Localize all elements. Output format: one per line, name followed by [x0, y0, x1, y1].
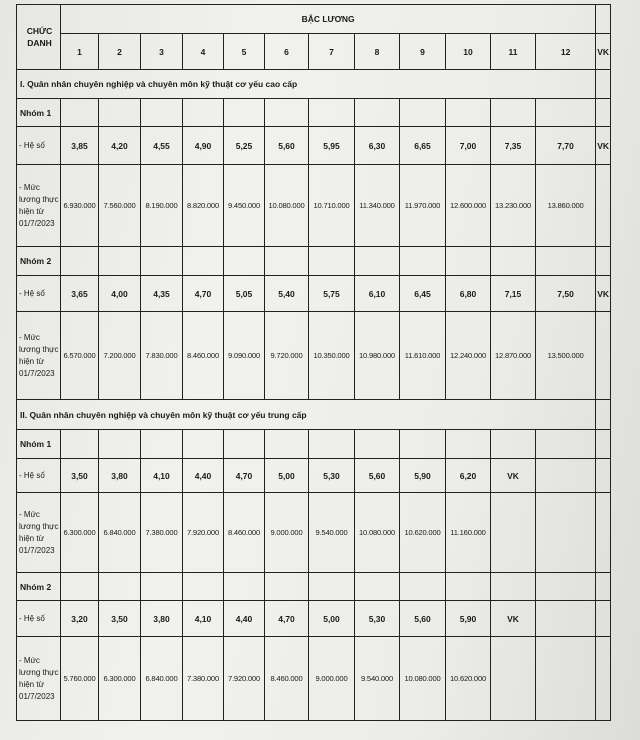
empty-cell: [183, 99, 224, 127]
salary-cell: 6.300.000: [99, 637, 141, 721]
salary-cell: 6.300.000: [61, 493, 99, 573]
empty-cell: [141, 573, 183, 601]
empty-cell: [183, 430, 224, 459]
coefficient-cell: 5,60: [400, 601, 446, 637]
level-header-5: 5: [224, 34, 265, 70]
empty-cell: [355, 99, 400, 127]
coefficient-cell: 3,80: [99, 459, 141, 493]
empty-cell: [183, 247, 224, 276]
salary-cell: [491, 637, 536, 721]
level-header-3: 3: [141, 34, 183, 70]
coefficient-cell: 6,80: [446, 276, 491, 312]
coefficient-label: - Hệ số: [17, 601, 61, 637]
coefficient-cell: 4,70: [265, 601, 309, 637]
empty-cell: [265, 430, 309, 459]
section-row: [17, 70, 611, 99]
salary-cell: 9.090.000: [224, 312, 265, 400]
salary-cell: 11.340.000: [355, 165, 400, 247]
level-header-8: 8: [355, 34, 400, 70]
coefficient-cell: [596, 459, 611, 493]
empty-cell: [61, 99, 99, 127]
salary-cell: 8.820.000: [183, 165, 224, 247]
coefficient-cell: 5,00: [265, 459, 309, 493]
empty-cell: [141, 430, 183, 459]
coefficient-cell: 6,45: [400, 276, 446, 312]
level-header-6: 6: [265, 34, 309, 70]
group-row: [17, 247, 611, 276]
salary-cell: 13.860.000: [536, 165, 596, 247]
empty-cell: [224, 247, 265, 276]
empty-cell: [596, 573, 611, 601]
section-blank-cell: [596, 70, 611, 99]
salary-cell: 6.840.000: [99, 493, 141, 573]
salary-row: [17, 637, 611, 721]
group-name: Nhóm 2: [17, 247, 61, 276]
salary-cell: 7.560.000: [99, 165, 141, 247]
coefficient-cell: 4,20: [99, 127, 141, 165]
coefficient-cell: 3,65: [61, 276, 99, 312]
salary-cell: 12.870.000: [491, 312, 536, 400]
salary-cell: 6.930.000: [61, 165, 99, 247]
coefficient-cell: 7,00: [446, 127, 491, 165]
coefficient-cell: 4,70: [224, 459, 265, 493]
coefficient-row: [17, 276, 611, 312]
coefficient-cell: 5,90: [400, 459, 446, 493]
coefficient-cell: 4,10: [183, 601, 224, 637]
header-row-levels: [17, 34, 611, 70]
header-row-1: [17, 5, 611, 34]
coefficient-cell: 4,40: [224, 601, 265, 637]
salary-cell: 8.460.000: [265, 637, 309, 721]
empty-cell: [400, 247, 446, 276]
empty-cell: [99, 247, 141, 276]
coefficient-cell: 5,05: [224, 276, 265, 312]
empty-cell: [141, 247, 183, 276]
coefficient-cell: 5,95: [309, 127, 355, 165]
coefficient-cell: 5,40: [265, 276, 309, 312]
salary-label: - Mức lương thực hiện từ 01/7/2023: [17, 312, 61, 400]
coefficient-cell: 5,00: [309, 601, 355, 637]
empty-cell: [99, 430, 141, 459]
coefficient-cell: VK: [491, 601, 536, 637]
empty-cell: [309, 573, 355, 601]
empty-cell: [536, 430, 596, 459]
salary-cell: 8.460.000: [183, 312, 224, 400]
coefficient-cell: 3,85: [61, 127, 99, 165]
level-header-2: 2: [99, 34, 141, 70]
salary-cell: [596, 637, 611, 721]
coefficient-cell: 3,80: [141, 601, 183, 637]
empty-cell: [491, 430, 536, 459]
coefficient-cell: VK: [491, 459, 536, 493]
coefficient-cell: 3,50: [99, 601, 141, 637]
salary-cell: 10.620.000: [400, 493, 446, 573]
salary-cell: 7.380.000: [183, 637, 224, 721]
empty-cell: [596, 247, 611, 276]
salary-cell: 9.540.000: [355, 637, 400, 721]
coefficient-cell: VK: [596, 276, 611, 312]
salary-label: - Mức lương thực hiện từ 01/7/2023: [17, 165, 61, 247]
coefficient-cell: 4,00: [99, 276, 141, 312]
empty-cell: [355, 430, 400, 459]
title-column-header: CHỨC DANH: [17, 5, 61, 70]
coefficient-cell: 5,60: [265, 127, 309, 165]
salary-cell: 9.000.000: [309, 637, 355, 721]
coefficient-cell: 6,30: [355, 127, 400, 165]
salary-cell: 12.600.000: [446, 165, 491, 247]
salary-row: [17, 493, 611, 573]
coefficient-cell: 4,70: [183, 276, 224, 312]
salary-cell: 12.240.000: [446, 312, 491, 400]
coefficient-cell: 4,10: [141, 459, 183, 493]
group-row: [17, 430, 611, 459]
coefficient-cell: 7,15: [491, 276, 536, 312]
salary-cell: [536, 637, 596, 721]
group-name: Nhóm 1: [17, 99, 61, 127]
group-row: [17, 573, 611, 601]
coefficient-cell: 4,35: [141, 276, 183, 312]
coefficient-cell: 6,10: [355, 276, 400, 312]
level-header-1: 1: [61, 34, 99, 70]
level-header-9: 9: [400, 34, 446, 70]
salary-cell: 7.380.000: [141, 493, 183, 573]
salary-cell: 10.080.000: [400, 637, 446, 721]
salary-cell: 9.720.000: [265, 312, 309, 400]
empty-cell: [596, 430, 611, 459]
section-title: I. Quân nhân chuyên nghiệp và chuyên môn kỹ thuật cơ yếu cao cấp: [17, 70, 596, 99]
salary-cell: [596, 165, 611, 247]
empty-cell: [265, 247, 309, 276]
coefficient-row: [17, 127, 611, 165]
empty-cell: [309, 247, 355, 276]
salary-cell: [596, 493, 611, 573]
empty-cell: [309, 99, 355, 127]
coefficient-cell: VK: [596, 127, 611, 165]
empty-cell: [61, 573, 99, 601]
level-header-7: 7: [309, 34, 355, 70]
empty-cell: [224, 430, 265, 459]
level-header-4: 4: [183, 34, 224, 70]
salary-cell: 5.760.000: [61, 637, 99, 721]
salary-cell: 10.710.000: [309, 165, 355, 247]
empty-cell: [400, 430, 446, 459]
salary-row: [17, 165, 611, 247]
coefficient-label: - Hệ số: [17, 459, 61, 493]
level-header-12: 12: [536, 34, 596, 70]
coefficient-cell: 7,35: [491, 127, 536, 165]
group-row: [17, 99, 611, 127]
coefficient-cell: 5,90: [446, 601, 491, 637]
coefficient-cell: 6,20: [446, 459, 491, 493]
coefficient-cell: [536, 601, 596, 637]
salary-cell: 10.350.000: [309, 312, 355, 400]
salary-cell: 9.000.000: [265, 493, 309, 573]
salary-cell: 11.610.000: [400, 312, 446, 400]
empty-cell: [224, 573, 265, 601]
group-name: Nhóm 1: [17, 430, 61, 459]
empty-cell: [446, 573, 491, 601]
empty-cell: [224, 99, 265, 127]
empty-cell: [446, 247, 491, 276]
header-blank-cell: [596, 5, 611, 34]
empty-cell: [446, 430, 491, 459]
salary-cell: 6.570.000: [61, 312, 99, 400]
salary-cell: 7.830.000: [141, 312, 183, 400]
coefficient-cell: 6,65: [400, 127, 446, 165]
salary-cell: 10.980.000: [355, 312, 400, 400]
empty-cell: [596, 99, 611, 127]
empty-cell: [536, 573, 596, 601]
salary-cell: 13.230.000: [491, 165, 536, 247]
salary-cell: 9.450.000: [224, 165, 265, 247]
salary-table: [16, 4, 611, 721]
coefficient-cell: 5,60: [355, 459, 400, 493]
salary-cell: [596, 312, 611, 400]
section-title: II. Quân nhân chuyên nghiệp và chuyên môn kỹ thuật cơ yếu trung cấp: [17, 400, 596, 430]
salary-cell: [536, 493, 596, 573]
coefficient-cell: [536, 459, 596, 493]
coefficient-cell: 5,30: [355, 601, 400, 637]
level-header-10: 10: [446, 34, 491, 70]
section-blank-cell: [596, 400, 611, 430]
empty-cell: [400, 573, 446, 601]
group-name: Nhóm 2: [17, 573, 61, 601]
salary-cell: 7.920.000: [224, 637, 265, 721]
salary-label: - Mức lương thực hiện từ 01/7/2023: [17, 637, 61, 721]
coefficient-cell: 5,30: [309, 459, 355, 493]
empty-cell: [536, 247, 596, 276]
coefficient-row: [17, 601, 611, 637]
level-header-11: 11: [491, 34, 536, 70]
coefficient-cell: 4,40: [183, 459, 224, 493]
empty-cell: [61, 430, 99, 459]
coefficient-cell: 4,55: [141, 127, 183, 165]
salary-cell: 7.200.000: [99, 312, 141, 400]
coefficient-row: [17, 459, 611, 493]
empty-cell: [400, 99, 446, 127]
empty-cell: [309, 430, 355, 459]
coefficient-cell: [596, 601, 611, 637]
empty-cell: [355, 573, 400, 601]
salary-cell: 11.160.000: [446, 493, 491, 573]
empty-cell: [265, 99, 309, 127]
coefficient-cell: 3,50: [61, 459, 99, 493]
coefficient-cell: 3,20: [61, 601, 99, 637]
coefficient-label: - Hệ số: [17, 127, 61, 165]
empty-cell: [141, 99, 183, 127]
salary-cell: 8.460.000: [224, 493, 265, 573]
salary-cell: [491, 493, 536, 573]
empty-cell: [183, 573, 224, 601]
empty-cell: [446, 99, 491, 127]
salary-cell: 10.620.000: [446, 637, 491, 721]
empty-cell: [99, 99, 141, 127]
salary-cell: 9.540.000: [309, 493, 355, 573]
empty-cell: [99, 573, 141, 601]
coefficient-label: - Hệ số: [17, 276, 61, 312]
salary-levels-header: BẬC LƯƠNG: [61, 5, 596, 34]
empty-cell: [61, 247, 99, 276]
salary-cell: 8.190.000: [141, 165, 183, 247]
coefficient-cell: 5,75: [309, 276, 355, 312]
empty-cell: [355, 247, 400, 276]
coefficient-cell: 7,50: [536, 276, 596, 312]
coefficient-cell: 5,25: [224, 127, 265, 165]
salary-cell: 13.500.000: [536, 312, 596, 400]
empty-cell: [265, 573, 309, 601]
section-row: [17, 400, 611, 430]
salary-cell: 6.840.000: [141, 637, 183, 721]
salary-cell: 7.920.000: [183, 493, 224, 573]
empty-cell: [491, 99, 536, 127]
salary-cell: 10.080.000: [355, 493, 400, 573]
empty-cell: [536, 99, 596, 127]
salary-cell: 11.970.000: [400, 165, 446, 247]
coefficient-cell: 4,90: [183, 127, 224, 165]
level-header-13: VK: [596, 34, 611, 70]
empty-cell: [491, 573, 536, 601]
empty-cell: [491, 247, 536, 276]
salary-label: - Mức lương thực hiện từ 01/7/2023: [17, 493, 61, 573]
coefficient-cell: 7,70: [536, 127, 596, 165]
salary-row: [17, 312, 611, 400]
salary-cell: 10.080.000: [265, 165, 309, 247]
